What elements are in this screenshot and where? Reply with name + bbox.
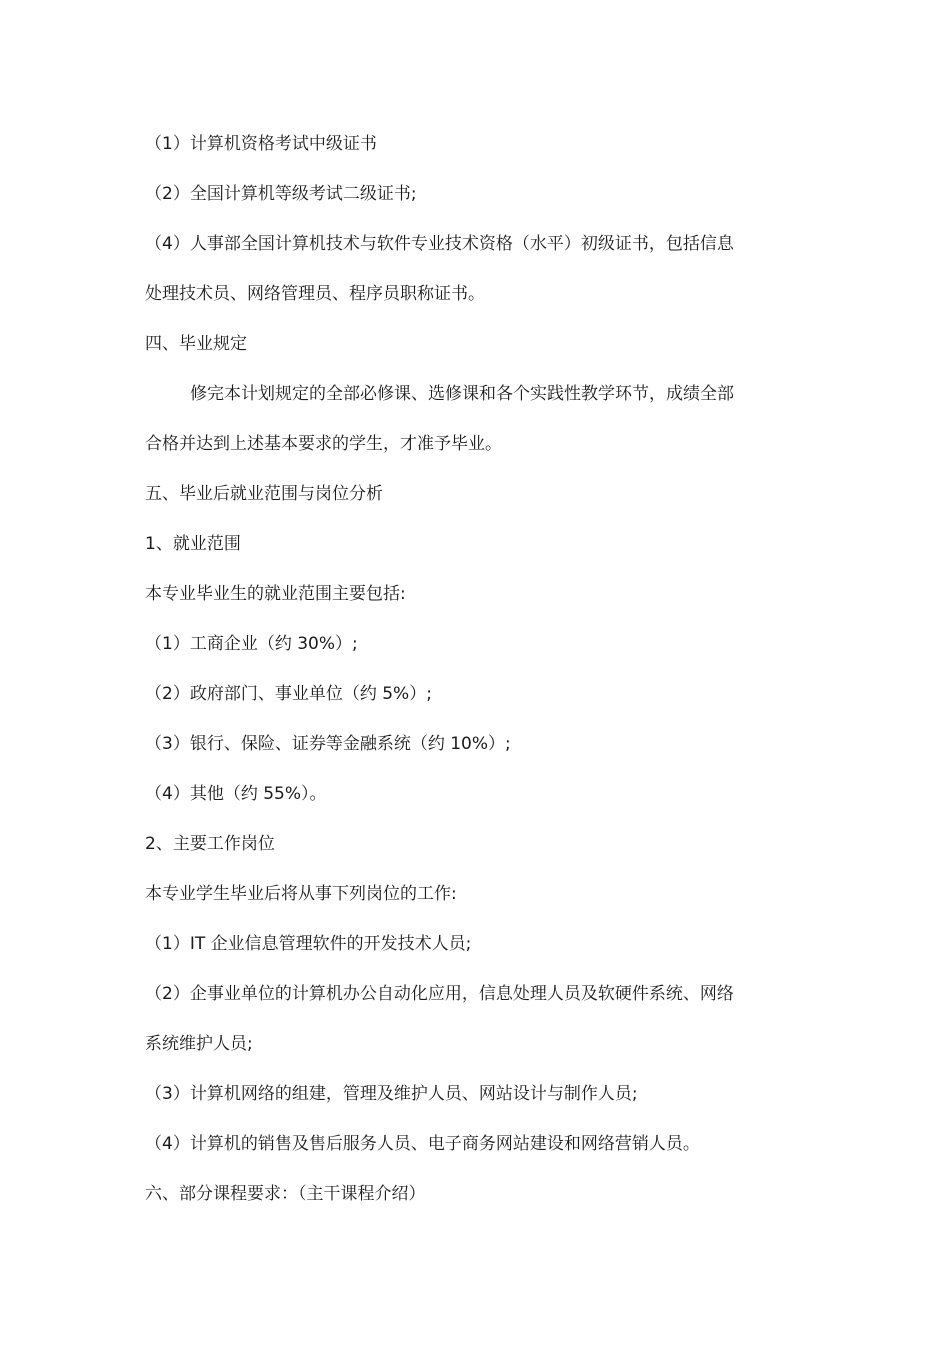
graduation-rules-paragraph-continued: 合格并达到上述基本要求的学生，才准予毕业。 xyxy=(145,434,502,454)
cert-item-2: （2）全国计算机等级考试二级证书; xyxy=(145,184,417,204)
position-item-1: （1）IT 企业信息管理软件的开发技术人员; xyxy=(145,934,472,954)
employment-item-4: （4）其他（约 55%）。 xyxy=(145,784,327,804)
section-heading-graduation-rules: 四、毕业规定 xyxy=(145,334,247,354)
graduation-rules-paragraph: 修完本计划规定的全部必修课、选修课和各个实践性教学环节，成绩全部 xyxy=(190,384,734,404)
section-heading-employment: 五、毕业后就业范围与岗位分析 xyxy=(145,484,383,504)
position-item-4: （4）计算机的销售及售后服务人员、电子商务网站建设和网络营销人员。 xyxy=(145,1134,700,1154)
employment-scope-intro: 本专业毕业生的就业范围主要包括: xyxy=(145,584,406,604)
subheading-employment-scope: 1、就业范围 xyxy=(145,534,241,554)
cert-item-1: （1）计算机资格考试中级证书 xyxy=(145,134,377,154)
employment-item-1: （1）工商企业（约 30%）; xyxy=(145,634,358,654)
position-item-2: （2）企事业单位的计算机办公自动化应用，信息处理人员及软硬件系统、网络 xyxy=(145,984,734,1004)
position-item-3: （3）计算机网络的组建，管理及维护人员、网站设计与制作人员; xyxy=(145,1084,638,1104)
employment-item-3: （3）银行、保险、证券等金融系统（约 10%）; xyxy=(145,734,511,754)
position-item-2-continued: 系统维护人员; xyxy=(145,1034,253,1054)
cert-item-4: （4）人事部全国计算机技术与软件专业技术资格（水平）初级证书，包括信息 xyxy=(145,234,734,254)
positions-intro: 本专业学生毕业后将从事下列岗位的工作: xyxy=(145,884,457,904)
cert-item-4-continued: 处理技术员、网络管理员、程序员职称证书。 xyxy=(145,284,485,304)
section-heading-course-requirements: 六、部分课程要求：（主干课程介绍） xyxy=(145,1184,426,1204)
employment-item-2: （2）政府部门、事业单位（约 5%）; xyxy=(145,684,432,704)
subheading-main-positions: 2、主要工作岗位 xyxy=(145,834,275,854)
